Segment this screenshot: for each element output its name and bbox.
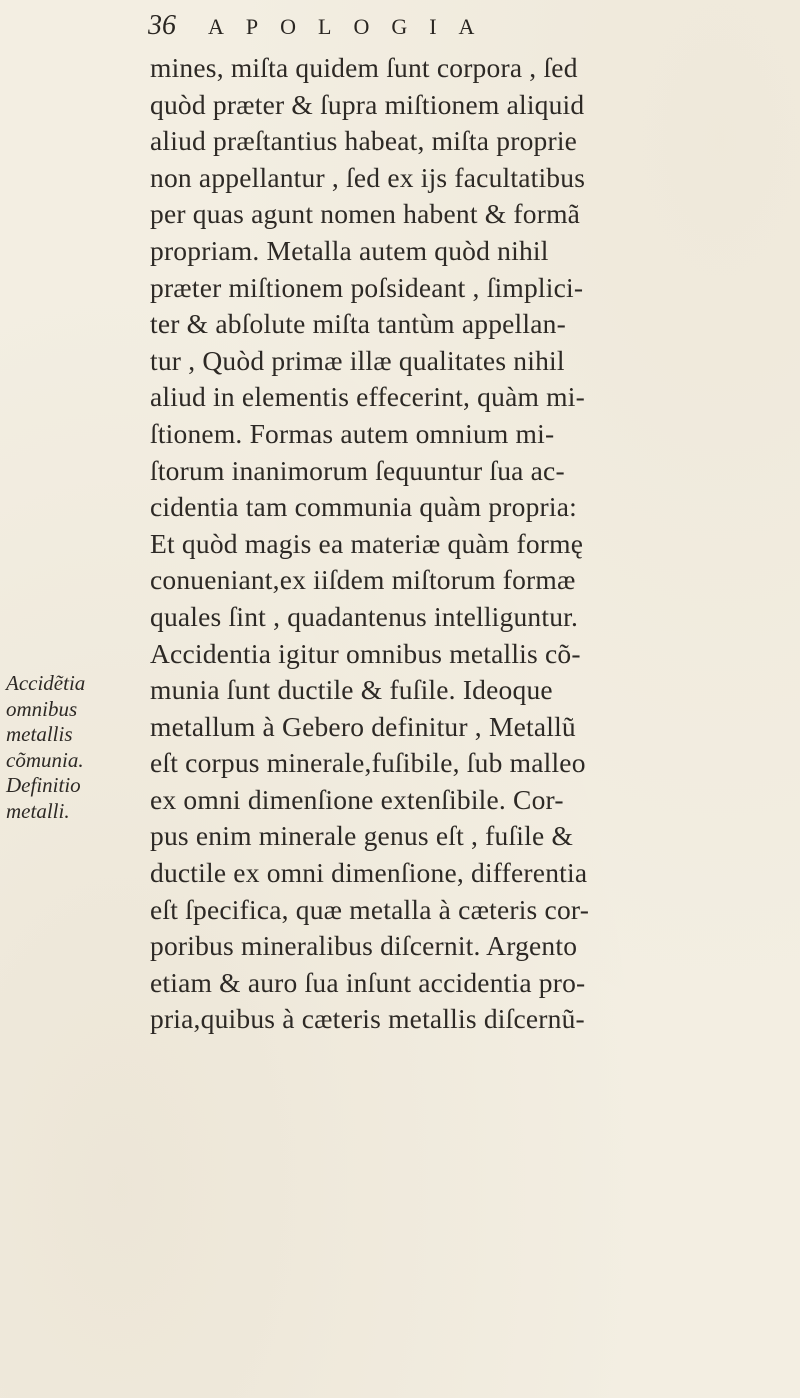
text-line: aliud in elementis effecerint, quàm mi- [150, 381, 585, 413]
text-line: per quas agunt nomen habent & formã [150, 198, 581, 230]
margin-note: Accidẽtia [6, 671, 86, 695]
text-line: poribus mineralibus diſcernit. Argento [150, 930, 578, 962]
page-header [148, 10, 668, 46]
body-text [150, 50, 780, 1038]
text-line: ſtorum inanimorum ſequuntur ſua ac- [150, 454, 565, 486]
text-line: munia ſunt ductile & fuſile. Ideoque [150, 674, 553, 706]
margin-notes [6, 671, 146, 824]
text-line: pus enim minerale genus eſt , fuſile & [150, 820, 574, 852]
margin-note: metalli. [6, 798, 70, 823]
text-line: cidentia tam communia quàm propria: [150, 491, 578, 523]
text-line: tur , Quòd primæ illæ qualitates nihil [150, 344, 565, 376]
running-title: APOLOGIA [208, 14, 497, 39]
text-line: ductile ex omni dimenſione, differentia [150, 857, 588, 889]
text-line: ex omni dimenſione extenſibile. Cor- [150, 783, 564, 815]
text-line: non appellantur , ſed ex ijs facultatibus [150, 161, 586, 193]
text-line: Et quòd magis ea materiæ quàm formę [150, 527, 584, 559]
text-line: quòd præter & ſupra miſtionem aliquid [150, 88, 585, 120]
margin-note: metallis [6, 722, 73, 746]
text-line: conueniant,ex iiſdem miſtorum formæ [150, 564, 576, 596]
text-line: ter & abſolute miſta tantùm appellan- [150, 308, 566, 340]
margin-note: omnibus [6, 696, 78, 721]
text-line: eſt corpus minerale,fuſibile, ſub malleo [150, 747, 586, 779]
text-line: etiam & auro ſua inſunt accidentia pro- [150, 966, 586, 998]
margin-note: cõmunia. [6, 747, 84, 772]
text-line: eſt ſpecifica, quæ metalla à cæteris cor- [150, 893, 590, 925]
text-line: mines, miſta quidem ſunt corpora , ſed [150, 52, 578, 83]
text-line: quales ſint , quadantenus intelliguntur. [150, 600, 579, 632]
text-line: Accidentia igitur omnibus metallis cõ- [150, 637, 581, 669]
text-line: metallum à Gebero definitur , Metallũ [150, 710, 576, 742]
page-number: 36 [148, 10, 176, 41]
text-line: ſtionem. Formas autem omnium mi- [150, 417, 555, 449]
text-line: aliud præſtantius habeat, miſta proprie [150, 125, 578, 157]
text-line: propriam. Metalla autem quòd nihil [150, 234, 549, 266]
margin-note: Definitio [6, 773, 81, 797]
text-line: pria,quibus à cæteris metallis diſcernũ- [150, 1003, 585, 1035]
text-line: præter miſtionem poſsideant , ſimplici- [150, 271, 584, 303]
